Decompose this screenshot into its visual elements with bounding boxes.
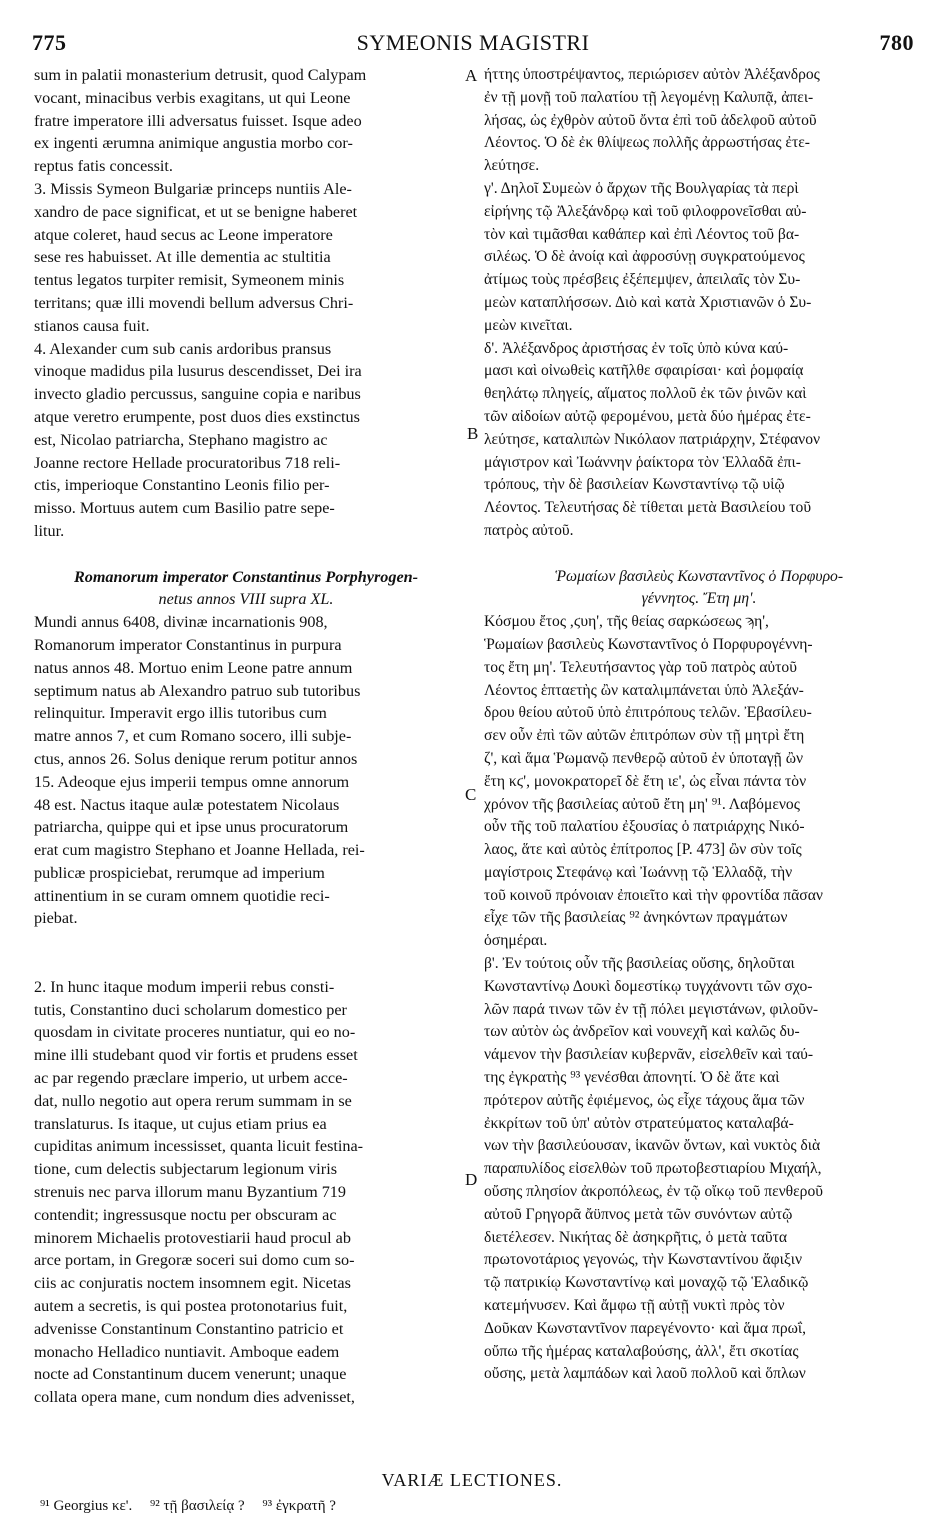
latin-text-line: sese res habuisset. At ille dementia ac stultitia (34, 248, 331, 267)
latin-text-spacer (34, 953, 458, 976)
greek-text-line: λαος, ἅτε καὶ αὐτὸς ἐπίτροπος [P. 473] ὢν σὺν τοῖς (484, 841, 802, 859)
greek-text-line: β'. Ἐν τούτοις οὖν τῆς βασιλείας οὔσης, δηλοῦται (484, 955, 795, 973)
latin-text-line: litur. (34, 521, 65, 540)
latin-text-line: ciis ac conjuratis noctem insomnem egit. Nicetas (34, 1274, 351, 1293)
latin-text-line: Romanorum imperator Constantinus Porphyrogen- (73, 567, 419, 586)
latin-text-line: reptus fatis concessit. (34, 157, 173, 176)
greek-text-line: νάμενον τὴν βασιλείαν κυβερνᾶν, εἰσελθεῖν καὶ ταύ- (484, 1046, 814, 1064)
greek-text-line: κατεμήνυσεν. Καὶ ἄμφω τῇ αὐτῇ νυκτὶ πρὸς τὸν (484, 1297, 785, 1315)
latin-text-line: cupiditas animum incessisset, quanta licuit festina- (34, 1137, 364, 1156)
latin-text-line: invecto gladio percussus, sanguine copia e naribus (34, 385, 361, 404)
greek-text-line: Λέοντος ἑπταετὴς ὢν καταλιμπάνεται ὑπὸ Ἀλεξάν- (484, 681, 804, 699)
latin-text-line: est, Nicolao patriarcha, Stephano magistro ac (34, 430, 328, 449)
latin-text-line: Mundi annus 6408, divinæ incarnationis 908, (34, 613, 328, 632)
latin-text-line: Romanorum imperator Constantinus in purpura (34, 635, 342, 654)
greek-text-line: ἀτίμως τοὺς πρέσβεις ἐξέπεμψεν, ἀπειλαῖς τὸν Συ- (484, 271, 801, 289)
latin-text-line: atque coleret, haud secus ac Leone imperatore (34, 225, 333, 244)
greek-text-line: οὔσης, μετὰ λαμπάδων καὶ λαοῦ πολλοῦ καὶ ὅπλων (484, 1365, 806, 1383)
greek-text-line: χρόνον τῆς βασιλείας αὐτοῦ ἔτη μη' ⁹¹. Λαβόμενος (484, 795, 800, 813)
latin-text-line: misso. Mortuus autem cum Basilio patre sepe- (34, 499, 335, 518)
greek-text-line: νων τὴν βασιλεύουσαν, ἱκανῶν ὄντων, καὶ νυκτὸς διὰ (484, 1137, 821, 1155)
greek-text-line: οὖν τῆς τοῦ παλατίου ἐξουσίας ὁ πατριάρχης Νικό- (484, 818, 805, 836)
latin-text-line: 4. Alexander cum sub canis ardoribus pransus (34, 339, 332, 358)
latin-text-line: septimum natus ab Alexandro patruo sub tutoribus (34, 681, 361, 700)
greek-text-line: παραπυλίδος εἰσελθὼν τοῦ πρωτοβεστιαρίου Μιχαήλ, (484, 1160, 822, 1178)
greek-text-line: μασι καὶ οἰνωθεὶς κατῆλθε σφαιρίσαι· καὶ ῥομφαίᾳ (484, 362, 804, 380)
greek-text-line: Δοῦκαν Κωνσταντῖνον παρεγένοντο· καὶ ἅμα πρωΐ, (484, 1319, 806, 1337)
section-marker-a: A (465, 66, 478, 85)
greek-text-line: γ'. Δηλοῖ Συμεὼν ὁ ἄρχων τῆς Βουλγαρίας τὰ περὶ (484, 179, 799, 197)
latin-text-line: patriarcha, quippe qui et ipse unus procuratorum (34, 818, 349, 837)
greek-text-line: Ῥωμαίων βασιλεὺς Κωνσταντῖνος ὁ Πορφυρογέννη- (484, 635, 813, 653)
latin-text-line: arce portam, in Gregoræ soceri sui domo cum so- (34, 1251, 355, 1270)
greek-text-line: τῷ πατρικίῳ Κωνσταντίνῳ καὶ μοναχῷ τῷ Ἑλαδικῷ (484, 1274, 809, 1292)
footnote-93: ⁹³ ἐγκρατῆ ? (262, 1498, 336, 1514)
latin-text-line: netus annos VIII supra XL. (158, 590, 334, 609)
greek-text-line: εἰρήνης τῷ Ἀλεξάνδρῳ καὶ τοῦ φιλοφρονεῖσθαι αὐ- (484, 202, 807, 220)
greek-text-line: πρότερον αὐτῆς ἐφιέμενος, ὡς εἶχε τάχους ἅμα τῶν (484, 1091, 805, 1109)
greek-text-line: οὔπω τῆς ἡμέρας καταλαβούσης, ἀλλ', ἔτι σκοτίας (484, 1342, 799, 1360)
latin-text-line: sum in palatii monasterium detrusit, quod Calypam (34, 66, 367, 84)
latin-text-line: quosdam in civitate proceres nuntiatur, qui eo no- (34, 1023, 356, 1042)
latin-text-line: piebat. (34, 909, 78, 928)
latin-text-line: monacho Helladico nuntiavit. Amboque eadem (34, 1342, 340, 1361)
greek-text-line: δρου θείου αὐτοῦ ὑπὸ ἐπιτρόπους τελῶν. Ἐβασίλευ- (484, 704, 812, 722)
latin-text-line: 15. Adeoque ejus imperii tempus omne annorum (34, 772, 350, 791)
latin-text-spacer (34, 543, 458, 566)
page-header (32, 30, 914, 60)
greek-text-line: οὔσης πλησίον ἀκροπόλεως, ἐν τῷ οἴκῳ τοῦ πενθεροῦ (484, 1183, 823, 1201)
section-marker-b: B (467, 424, 479, 443)
latin-text-line: dat, nullo negotio aut opera rerum summam in se (34, 1091, 352, 1110)
latin-text-line: attinentium in se curam omnem quotidie reci- (34, 886, 330, 905)
latin-text-line: ctis, imperioque Constantino Leonis filio per- (34, 476, 330, 495)
greek-text-line: Λέοντος. Ὁ δὲ ἐκ θλίψεως πολλῆς ἀρρωστήσας ἐτε- (484, 134, 810, 152)
greek-text-line: ζ', καὶ ἅμα Ῥωμανῷ πενθερῷ αὐτοῦ ἐν ὑποταγῇ ὢν (484, 749, 804, 767)
greek-text-line: μεὼν κινεῖται. (484, 316, 573, 334)
page-number-right: 780 (879, 30, 914, 55)
greek-text-line: τος ἔτη μη'. Τελευτήσαντος γὰρ τοῦ πατρὸς αὐτοῦ (484, 658, 797, 676)
latin-text-line: tentus legatos turpiter remisit, Symeonem minis (34, 271, 345, 290)
greek-text-line: λῶν παρά τινων τῶν ἐν τῇ πόλει μεγιστάνων, φιλοῦν- (484, 1000, 819, 1018)
greek-text-line: σεν οὖν ἐπὶ τῶν αὐτῶν ἐπιτρόπων σὺν τῇ μητρὶ ἔτη (484, 727, 805, 745)
greek-text-line: Λέοντος. Τελευτήσας δὲ τίθεται μετὰ Βασιλείου τοῦ (484, 499, 812, 517)
latin-text-line: ctus, annos 26. Solus denique rerum potitur annos (34, 749, 358, 768)
greek-text-line: της ἐγκρατὴς ⁹³ γενέσθαι ἀπονητί. Ὁ δὲ ἅτε καὶ (484, 1069, 780, 1087)
latin-text-line: collata opera mane, cum nondum dies advenisset, (34, 1388, 355, 1407)
latin-column (34, 64, 458, 1409)
latin-text-line: fratre imperatore illi adversatus fuisset. Isque adeo (34, 111, 362, 130)
greek-text-line: μαγίστροις Στεφάνῳ καὶ Ἰωάννῃ τῷ Ἑλλαδᾷ, τὴν (484, 863, 793, 881)
latin-text-line: natus annos 48. Mortuo enim Leone patre annum (34, 658, 353, 677)
greek-text-line: Ῥωμαίων βασιλεὺς Κωνσταντῖνος ὁ Πορφυρο- (554, 567, 844, 585)
greek-text-line: ἔτη κϛ', μονοκρατορεῖ δὲ ἔτη ιε', ὡς εἶναι πάντα τὸν (484, 772, 807, 790)
greek-text-line: Κόσμου ἔτος ,ϛυη', τῆς θείας σαρκώσεως ϡη', (484, 613, 769, 631)
greek-text-line: αὐτοῦ Γρηγορᾶ ἄϋπνος μετὰ τῶν συνόντων αὐτῷ (484, 1205, 793, 1223)
latin-text-line: atque veretro erumpente, post duos dies exstinctus (34, 407, 360, 426)
latin-text-line: erat cum magistro Stephano et Joanne Hellada, rei- (34, 841, 365, 860)
greek-text-line: ήττης ὑποστρέψαντος, περιώρισεν αὐτὸν Ἀλέξανδρος (484, 66, 820, 83)
latin-text-line: advenisse Constantinum Constantino patricio et (34, 1319, 344, 1338)
greek-text-line: δ'. Ἀλέξανδρος ἀριστήσας ἐν τοῖς ὑπὸ κύνα καύ- (484, 339, 789, 357)
greek-text-line: τὸν καὶ τιμᾶσθαι καθάπερ καὶ ἐπὶ Λέοντος τοῦ βα- (484, 225, 800, 243)
greek-text-line: γέννητος. Ἔτη μη'. (641, 590, 757, 608)
footnotes (40, 1498, 350, 1515)
greek-text-line: τρόπους, τὴν δὲ βασιλείαν Κωνσταντίνῳ τῷ υἱῷ (484, 476, 785, 494)
greek-column (484, 64, 914, 1386)
greek-text-line: πατρὸς αὐτοῦ. (484, 521, 574, 539)
latin-text-line: 48 est. Nactus itaque aulæ potestatem Nicolaus (34, 795, 340, 814)
latin-text-line: tione, cum delectis subjectarum legionum viris (34, 1160, 337, 1179)
greek-text-line: μεὼν καταπλήσσων. Διὸ καὶ κατὰ Χριστιανῶν ὁ Συ- (484, 293, 812, 311)
latin-text-line: strenuis nec parva illorum manu Byzantium 719 (34, 1183, 346, 1202)
latin-text-line: relinquitur. Imperavit ergo illis tutoribus cum (34, 704, 327, 723)
greek-text-line: πρωτονοτάριος γεγονώς, τὴν Κωνσταντίνου ἄφιξιν (484, 1251, 803, 1269)
running-title: SYMEONIS MAGISTRI (356, 30, 590, 55)
greek-text-line: ἐν τῇ μονῇ τοῦ παλατίου τῇ λεγομένῃ Καλυπᾷ, ἀπει- (484, 88, 814, 106)
greek-text-line: τῶν αἰδοίων αὐτῷ φερομένου, μετὰ δύο ἡμέρας ἐτε- (484, 407, 811, 425)
latin-text-line: translaturus. Is itaque, ut cujus etiam prius ea (34, 1114, 327, 1133)
latin-text-line: vocant, minacibus verbis exagitans, ut qui Leone (34, 88, 351, 107)
greek-text-line: εἶχε τῶν τῆς βασιλείας ⁹² ἀνηκόντων πραγμάτων (484, 909, 788, 927)
latin-text-line: stianos causa fuit. (34, 316, 150, 335)
greek-text-line: λήσας, ὡς ἐχθρὸν αὐτοῦ ὄντα ἐπὶ τοῦ ἀδελφοῦ αὐτοῦ (484, 111, 817, 129)
greek-text-line: μάγιστρον καὶ Ἰωάννην ῥαίκτορα τὸν Ἑλλαδᾶ ἐπι- (484, 453, 801, 471)
greek-text-line: ὁσημέραι. (484, 932, 548, 950)
greek-text-line: σιλέως. Ὁ δὲ ἀνοίᾳ καὶ ἀφροσύνῃ συγκρατούμενος (484, 248, 805, 266)
greek-text-line: θεηλάτῳ πληγείς, αἵματος πολλοῦ ἐκ τῶν ῥινῶν καὶ (484, 385, 807, 403)
section-marker-c: C (465, 785, 477, 804)
greek-text-line: των αὐτὸν ὡς ἀνδρεῖον καὶ νουνεχῆ καὶ καλῶς δυ- (484, 1023, 800, 1041)
latin-text-line: autem a secretis, is qui postea protonotarius fuit, (34, 1297, 348, 1316)
footnote-92: ⁹² τῇ βασιλείᾳ ? (150, 1498, 245, 1514)
latin-text-line: territans; quæ illi movendi bellum adversus Chri- (34, 293, 354, 312)
latin-text-line: xandro de pace significat, et ut se benigne haberet (34, 202, 358, 221)
latin-text-line: nocte ad Constantinum ducem venerunt; unaque (34, 1365, 347, 1384)
greek-text-line: διετέλεσεν. Νικήτας δὲ ἀσηκρῆτις, ὁ μετὰ ταῦτα (484, 1228, 788, 1246)
latin-text-line: matre annos 7, et cum Romano socero, illi subje- (34, 727, 352, 746)
section-marker-d: D (465, 1170, 478, 1189)
latin-text-line: contendit; ingressusque noctu per obscuram ac (34, 1205, 337, 1224)
footnote-91: ⁹¹ Georgius κε'. (40, 1498, 133, 1514)
latin-text-line: Joanne rectore Hellade procuratoribus 718 reli- (34, 453, 341, 472)
latin-text-line: 3. Missis Symeon Bulgariæ princeps nuntiis Ale- (34, 179, 352, 198)
page-number-left: 775 (32, 30, 67, 55)
latin-text-spacer (34, 930, 458, 953)
greek-text-spacer (484, 543, 914, 566)
greek-text-line: λεύτησε. (484, 157, 540, 175)
greek-text-line: Κωνσταντίνῳ Δουκὶ δομεστίκῳ τυγχάνοντι τῶν σχο- (484, 977, 813, 995)
greek-text-line: λεύτησε, καταλιπὼν Νικόλαον πατριάρχην, Στέφανον (484, 430, 821, 448)
latin-text-line: publicæ prospiciebat, rerumque ad imperium (34, 863, 325, 882)
latin-text-line: 2. In hunc itaque modum imperii rebus consti- (34, 977, 335, 996)
greek-text-line: τοῦ κοινοῦ πρόνοιαν ἐποιεῖτο καὶ τὴν φροντίδα πᾶσαν (484, 886, 823, 904)
latin-text-line: mine illi studebant quod vir fortis et prudens esset (34, 1046, 358, 1065)
variae-lectiones-heading: VARIÆ LECTIONES. (381, 1470, 563, 1490)
greek-text-line: ἐκκρίτων τοῦ ὑπ' αὐτὸν στρατεύματος καταλαβά- (484, 1114, 794, 1132)
latin-text-line: minorem Michaelis protovestiarii haud procul ab (34, 1228, 351, 1247)
latin-text-line: tutis, Constantino duci scholarum domestico per (34, 1000, 347, 1019)
latin-text-line: ex ingenti ærumna animique angustia morbo cor- (34, 134, 353, 153)
latin-text-line: vinoque madidus pila lusurus descendisset, Dei ira (34, 362, 362, 381)
latin-text-line: ac par regendo præclare imperio, ut urbem acce- (34, 1069, 348, 1088)
